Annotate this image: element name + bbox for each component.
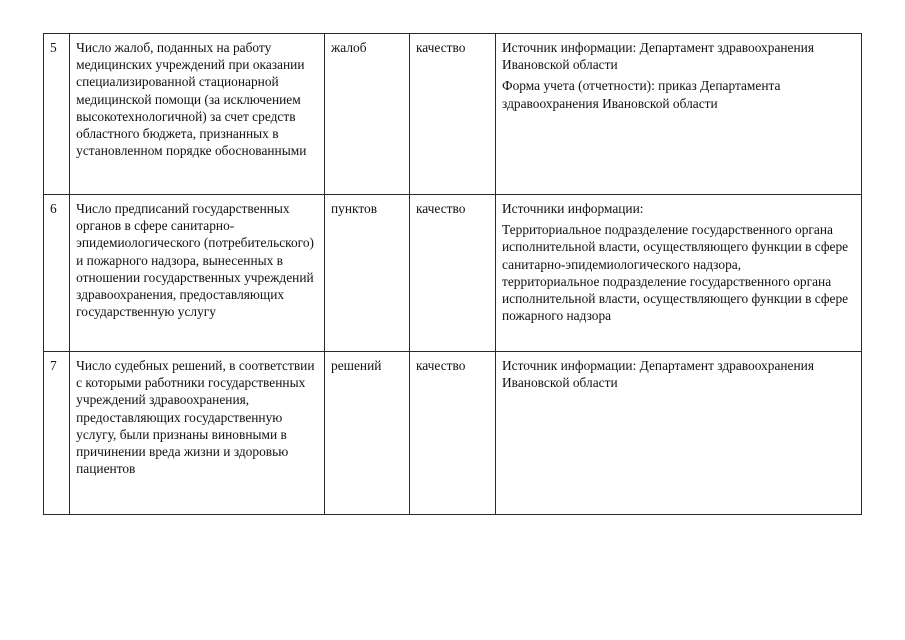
indicators-table <box>43 33 862 515</box>
source-line: Форма учета (отчетности): приказ Департамента здравоохранения Ивановской области <box>502 78 781 111</box>
info-source <box>496 34 862 195</box>
table-row <box>44 352 862 515</box>
source-line: Территориальное подразделение государственного органа исполнительной власти, осуществляющего функции в сфере санитарно-эпидемиологического надзора, <box>502 222 849 272</box>
indicator-type: качество <box>409 195 495 352</box>
indicator-type: качество <box>409 34 495 195</box>
row-number: 6 <box>44 195 70 352</box>
indicator-name: Число судебных решений, в соответствии с которыми работники государственных учреждений здравоохранения, предоставляющих государственную услугу, были признаны виновными в причинении вреда жизни и здоровью пациентов <box>70 352 325 515</box>
source-line: Источник информации: Департамент здравоохранения Ивановской области <box>502 40 814 73</box>
indicator-type: качество <box>409 352 495 515</box>
source-line: Источники информации: <box>502 201 644 216</box>
table-row <box>44 34 862 195</box>
info-source <box>496 195 862 352</box>
row-number: 7 <box>44 352 70 515</box>
source-line: территориальное подразделение государственного органа исполнительной власти, осуществляющего функции в сфере пожарного надзора <box>502 273 849 324</box>
unit-of-measure: пунктов <box>325 195 410 352</box>
row-number: 5 <box>44 34 70 195</box>
unit-of-measure: жалоб <box>325 34 410 195</box>
source-line: Источник информации: Департамент здравоохранения Ивановской области <box>502 358 814 391</box>
info-source <box>496 352 862 515</box>
unit-of-measure: решений <box>325 352 410 515</box>
indicator-name: Число жалоб, поданных на работу медицинских учреждений при оказании специализированной стационарной медицинской помощи (за исключением высокотехнологичной) за счет средств областного бюджета, признанных в установленном порядке обоснованными <box>70 34 325 195</box>
table-row <box>44 195 862 352</box>
indicator-name: Число предписаний государственных органов в сфере санитарно-эпидемиологического (потребительского) и пожарного надзора, вынесенных в отношении государственных учреждений здравоохранения, предоставляющих государственную услугу <box>70 195 325 352</box>
